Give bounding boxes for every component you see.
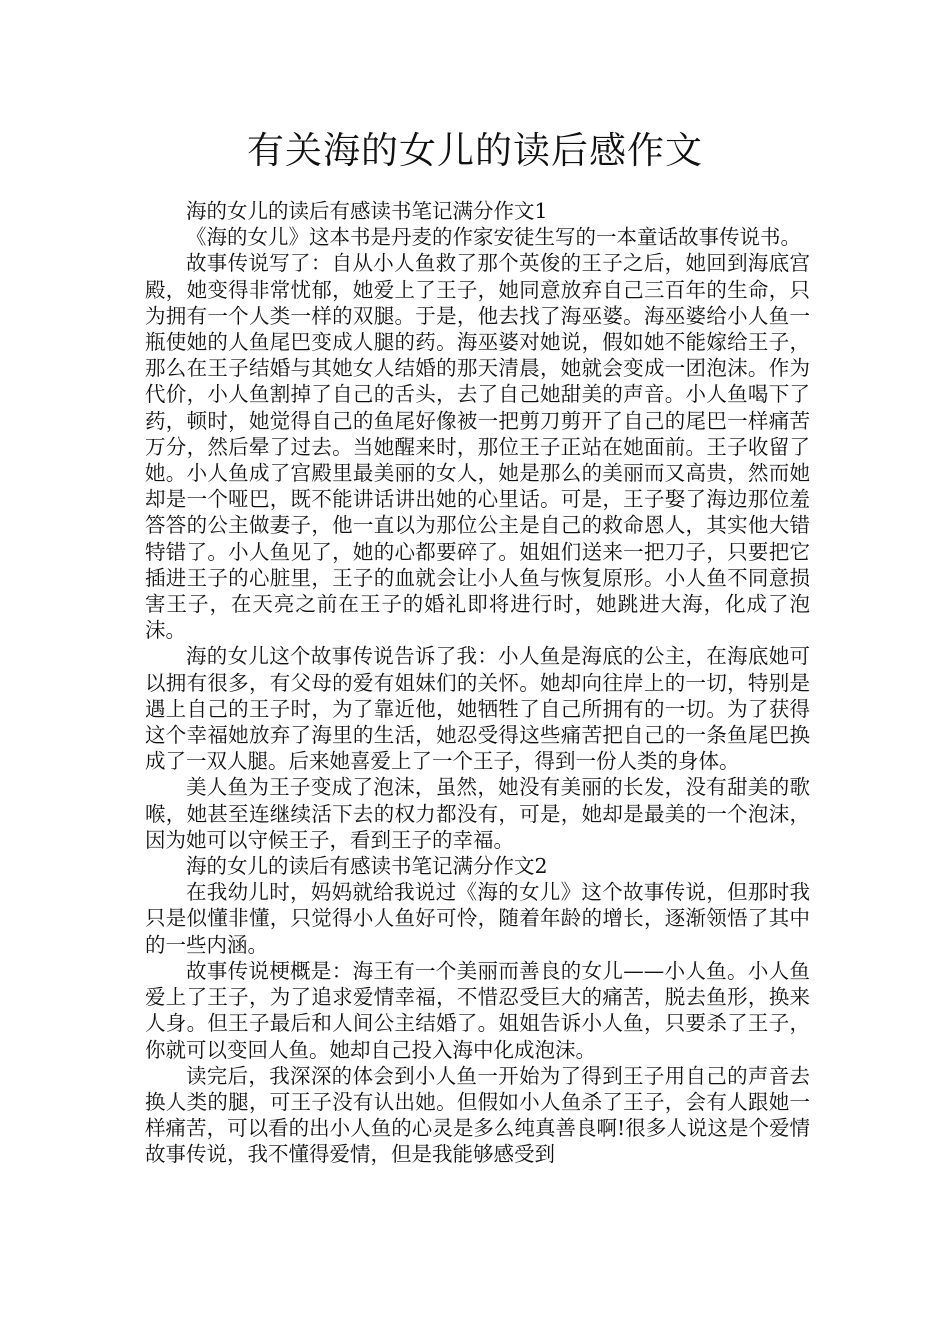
essay-heading-2: 海的女儿的读后有感读书笔记满分作文2	[186, 854, 548, 879]
paragraph-childhood: 在我幼儿时，妈妈就给我说过《海的女儿》这个故事传说，但那时我只是似懂非懂，只觉得小人鱼好可怜，随着年龄的增长，逐渐领悟了其中的一些内涵。	[145, 880, 810, 957]
paragraph-reflection: 读完后，我深深的体会到小人鱼一开始为了得到王子用自己的声音去换人类的腿，可王子没有认出她。但假如小人鱼杀了王子，会有人跟她一样痛苦，可以看的出小人鱼的心灵是多么纯真善良啊!很多人说这是个爱情故事传说，我不懂得爱情，但是我能够感受到	[145, 1063, 810, 1167]
paragraph-conclusion-1: 美人鱼为王子变成了泡沫，虽然，她没有美丽的长发，没有甜美的歌喉，她甚至连继续活下去的权力都没有，可是，她却是最美的一个泡沫，因为她可以守候王子，看到王子的幸福。	[145, 775, 810, 852]
paragraph-intro: 《海的女儿》这本书是丹麦的作家安徒生写的一本童话故事传说书。	[186, 225, 801, 250]
essay-heading-1: 海的女儿的读后有感读书笔记满分作文1	[186, 199, 548, 223]
document-title: 有关海的女儿的读后感作文	[247, 129, 703, 172]
paragraph-summary: 故事传说梗概是：海王有一个美丽而善良的女儿——小人鱼。小人鱼爱上了王子，为了追求爱情幸福，不惜忍受巨大的痛苦，脱去鱼形，换来人身。但王子最后和人间公主结婚了。姐姐告诉小人鱼，只要杀了王子，你就可以变回人鱼。她却自己投入海中化成泡沫。	[145, 958, 810, 1062]
document-body	[145, 198, 810, 1168]
paragraph-lesson: 海的女儿这个故事传说告诉了我：小人鱼是海底的公主，在海底她可以拥有很多，有父母的爱有姐妹们的关怀。她却向往岸上的一切，特别是遇上自己的王子时，为了靠近他，她牺牲了自己所拥有的一切。为了获得这个幸福她放弃了海里的生活，她忍受得这些痛苦把自己的一条鱼尾巴换成了一双人腿。后来她喜爱上了一个王子，得到一份人类的身体。	[145, 644, 810, 774]
paragraph-story: 故事传说写了：自从小人鱼救了那个英俊的王子之后，她回到海底宫殿，她变得非常忧郁，她爱上了王子，她同意放弃自己三百年的生命，只为拥有一个人类一样的双腿。于是，他去找了海巫婆。海巫婆给小人鱼一瓶使她的人鱼尾巴变成人腿的药。海巫婆对她说，假如她不能嫁给王子，那么在王子结婚与其她女人结婚的那天清晨，她就会变成一团泡沫。作为代价，小人鱼割掉了自己的舌头，去了自己她甜美的声音。小人鱼喝下了药，顿时，她觉得自己的鱼尾好像被一把剪刀剪开了自己的尾巴一样痛苦万分，然后晕了过去。当她醒来时，那位王子正站在她面前。王子收留了她。小人鱼成了宫殿里最美丽的女人，她是那么的美丽而又高贵，然而她却是一个哑巴，既不能讲话讲出她的心里话。可是，王子娶了海边那位羞答答的公主做妻子，他一直以为那位公主是自己的救命恩人，其实他大错特错了。小人鱼见了，她的心都要碎了。姐姐们送来一把刀子，只要把它插进王子的心脏里，王子的血就会让小人鱼与恢复原形。小人鱼不同意损害王子，在天亮之前在王子的婚礼即将进行时，她跳进大海，化成了泡沫。	[145, 251, 810, 643]
